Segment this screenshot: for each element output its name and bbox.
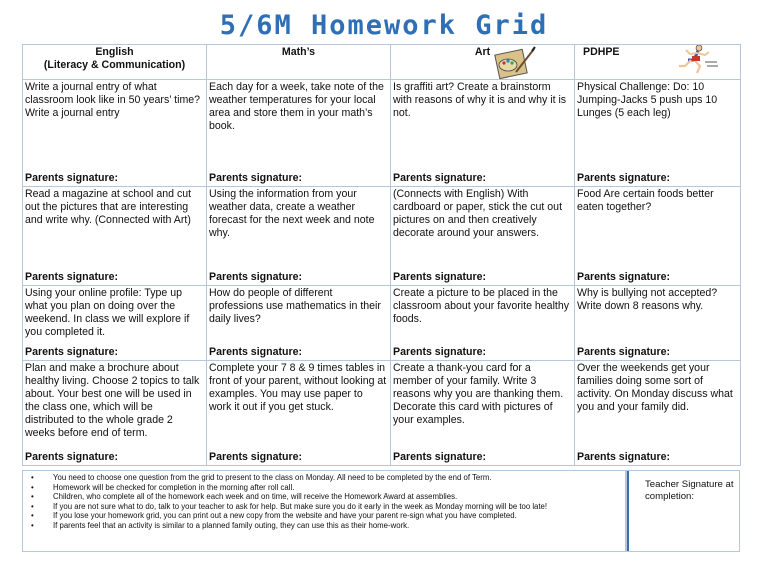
parents-signature-label: Parents signature: (393, 172, 487, 184)
bullet-icon: • (31, 492, 34, 502)
list-item (27, 483, 623, 493)
page-title: 5/6M Homework Grid (219, 10, 549, 41)
bullet-icon: • (31, 501, 34, 511)
parents-signature-label: Parents signature: (577, 172, 671, 184)
bullet-icon: • (31, 473, 34, 482)
parents-signature-label: Parents signature: (25, 451, 119, 463)
list-item (27, 502, 623, 512)
teacher-signature-box (626, 470, 740, 552)
grid-cell (207, 187, 391, 286)
grid-cell (207, 286, 391, 361)
grid-cell (207, 361, 391, 466)
grid-cell (391, 187, 575, 286)
task-text: Using your online profile: Type up what you plan on doing over the weekend. In class we will explore if you completed it. (25, 287, 190, 338)
list-item (27, 521, 623, 531)
header-english-label: English (95, 46, 134, 58)
grid-cell (575, 286, 741, 361)
bullet-icon: • (31, 511, 34, 521)
task-text: Using the information from your weather data, create a weather forecast for the next week and note why. (209, 188, 375, 239)
teacher-signature-label: Teacher Signature at completion: (645, 479, 734, 502)
parents-signature-label: Parents signature: (393, 451, 487, 463)
note-text: You need to choose one question from the grid to present to the class on Monday. All need to be completed by the end of Term. (53, 473, 492, 482)
grid-cell (391, 80, 575, 187)
parents-signature-label: Parents signature: (209, 271, 303, 283)
parents-signature-label: Parents signature: (393, 346, 487, 358)
list-item (27, 473, 623, 483)
note-text: If parents feel that an activity is similar to a planned family outing, they can use this as their home-work. (53, 520, 410, 530)
task-text: Why is bullying not accepted? Write down 8 reasons why. (577, 287, 718, 312)
header-english-sublabel: (Literacy & Communication) (43, 59, 186, 71)
parents-signature-label: Parents signature: (393, 271, 487, 283)
grid-cell (391, 361, 575, 466)
grid-cell (23, 187, 207, 286)
bullet-icon: • (31, 482, 34, 492)
table-row (23, 187, 741, 286)
list-item (27, 511, 623, 521)
parents-signature-label: Parents signature: (209, 172, 303, 184)
parents-signature-label: Parents signature: (25, 271, 119, 283)
table-row (23, 286, 741, 361)
note-text: If you lose your homework grid, you can print out a new copy from the website and have your parent re-sign what you have completed. (53, 511, 517, 521)
homework-grid (22, 44, 741, 466)
header-english (23, 45, 207, 80)
parents-signature-label: Parents signature: (209, 451, 303, 463)
task-text: Each day for a week, take note of the weather temperatures for your local area and store them in your math’s book. (209, 81, 384, 132)
task-text: Create a thank-you card for a member of your family. Write 3 reasons why you are thanking them. Decorate this card with pictures of your examples. (393, 362, 564, 426)
list-item (27, 492, 623, 502)
task-text: Complete your 7 8 & 9 times tables in front of your parent, without looking at examples. You may use paper to work it out if you get stuck. (209, 362, 387, 413)
task-text: Over the weekends get your families doing some sort of activity. On Monday discuss what you and your family did. (577, 362, 733, 413)
grid-cell (575, 187, 741, 286)
grid-cell (23, 286, 207, 361)
task-text: Food Are certain foods better eaten together? (577, 188, 714, 213)
note-text: Children, who complete all of the homework each week and on time, will receive the Homework Award at assemblies. (53, 492, 458, 502)
parents-signature-label: Parents signature: (577, 451, 671, 463)
header-maths: Math’s (207, 45, 391, 80)
task-text: Plan and make a brochure about healthy living. Choose 2 topics to talk about. Your best one will be used in the class one, which will be distributed to the whole grade 2 weeks before end of term. (25, 362, 200, 439)
task-text: Read a magazine at school and cut out the pictures that are interesting and write why. (Connected with Art) (25, 188, 192, 226)
header-art: Art (391, 45, 575, 80)
table-row (23, 80, 741, 187)
task-text: Create a picture to be placed in the classroom about your favorite healthy foods. (393, 287, 570, 325)
grid-cell (575, 80, 741, 187)
task-text: Is graffiti art? Create a brainstorm with reasons of why it is and why it is not. (393, 81, 567, 119)
table-row (23, 361, 741, 466)
parents-signature-label: Parents signature: (209, 346, 303, 358)
note-text: If you are not sure what to do, talk to your teacher to ask for help. But make sure you do it early in the week as Monday morning will be too late! (53, 501, 548, 511)
grid-cell (575, 361, 741, 466)
task-text: Write a journal entry of what classroom look like in 50 years’ time? Write a journal entry (25, 81, 201, 119)
grid-cell (207, 80, 391, 187)
grid-cell (23, 80, 207, 187)
grid-cell (391, 286, 575, 361)
task-text: How do people of different professions use mathematics in their daily lives? (209, 287, 381, 325)
divider (627, 471, 629, 551)
grid-header-row (23, 45, 741, 80)
parents-signature-label: Parents signature: (25, 346, 119, 358)
bullet-icon: • (31, 520, 34, 530)
note-text: Homework will be checked for completion in the morning after roll call. (53, 482, 295, 492)
task-text: (Connects with English) With cardboard or paper, stick the cut out pictures on and then creatively decorate around your answers. (393, 188, 563, 239)
header-pdhpe: PDHPE (575, 45, 741, 80)
parents-signature-label: Parents signature: (25, 172, 119, 184)
task-text: Physical Challenge: Do: 10 Jumping-Jacks 5 push ups 10 Lunges (5 each leg) (577, 81, 718, 119)
homework-notes (22, 470, 626, 552)
parents-signature-label: Parents signature: (577, 346, 671, 358)
grid-cell (23, 361, 207, 466)
parents-signature-label: Parents signature: (577, 271, 671, 283)
